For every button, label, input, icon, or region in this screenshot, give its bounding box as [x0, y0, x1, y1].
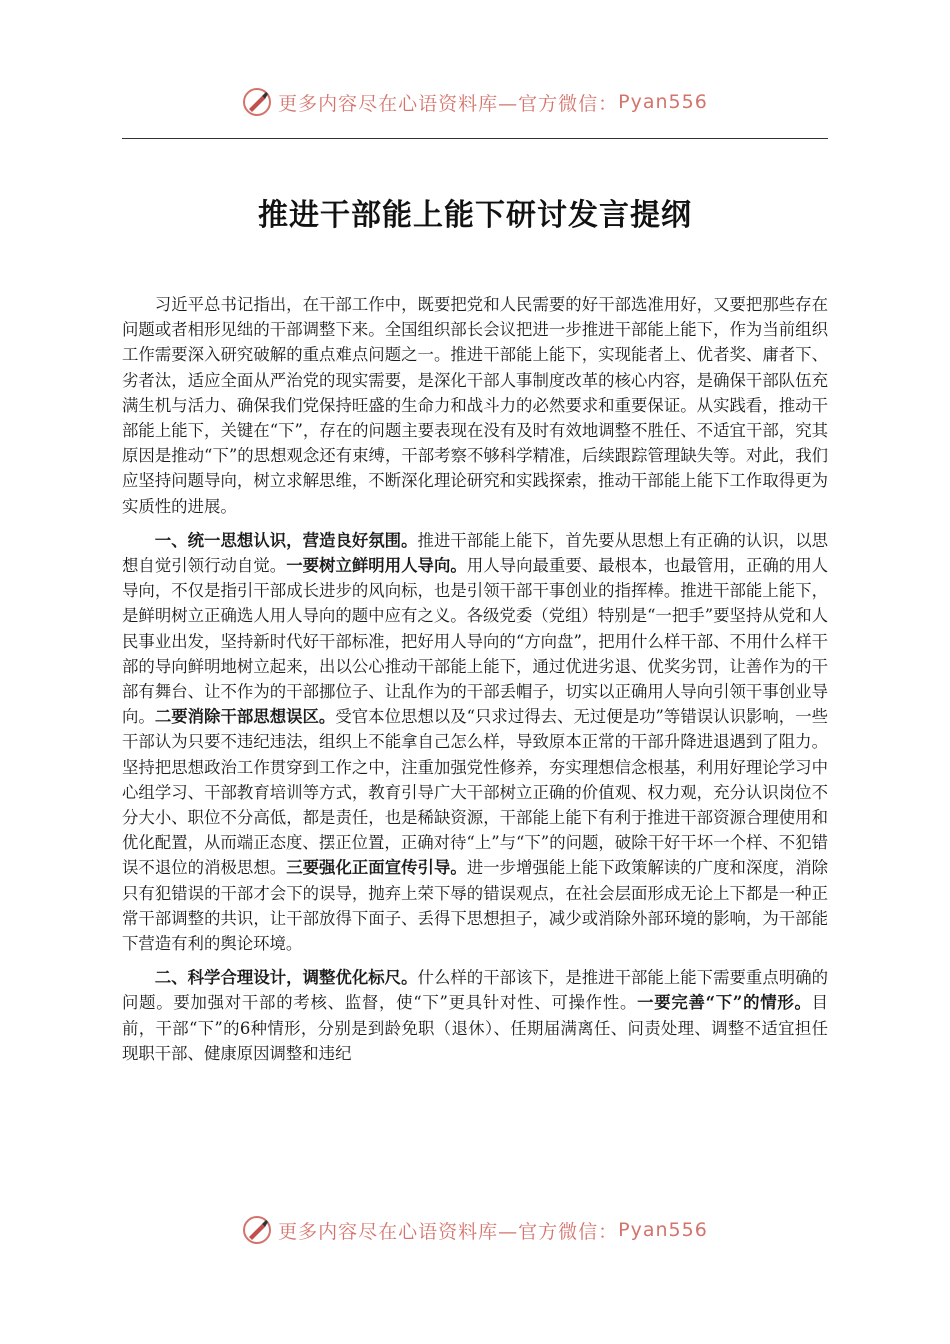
section1-text-d: 进一步增强能上能下政策解读的广度和深度，消除只有犯错误的干部才会下的误导，抛弃上荣下辱的错误观点，在社会层面形成无论上下都是一种正常干部调整的共识，让干部放得下面子、丢得下思想担子，减少或消除外部环境的影响，为干部能下营造有利的舆论环境。	[122, 858, 828, 954]
section1-text-c: 受官本位思想以及“只求过得去、无过便是功”等错误认识影响，一些干部认为只要不违纪违法，组织上不能拿自己怎么样，导致原本正常的干部升降进退遇到了阻力。坚持把思想政治工作贯穿到工作之中，注重加强党性修养，夯实理想信念根基，利用好理论学习中心组学习、干部教育培训等方式，教育引导广大干部树立正确的价值观、权力观，充分认识岗位不分大小、职位不分高低，都是责任，也是稀缺资源，干部能上能下有利于推进干部资源合理使用和优化配置，从而端正态度、摆正位置，正确对待“上”与“下”的问题，破除干好干坏一个样、不犯错误不退位的消极思想。	[122, 707, 828, 878]
document-body	[122, 292, 828, 1172]
footer-wechat-id: Pyan556	[618, 1219, 708, 1241]
section2-text-b: 目前，干部“下”的6种情形，分别是到龄免职（退休）、任期届满离任、问责处理、调整不适宜担任现职干部、健康原因调整和违纪	[122, 993, 828, 1063]
document-title: 推进干部能上能下研讨发言提纲	[258, 198, 692, 233]
intro-paragraph: 习近平总书记指出，在干部工作中，既要把党和人民需要的好干部选准用好，又要把那些存在问题或者相形见绌的干部调整下来。全国组织部长会议把进一步推进干部能上能下，作为当前组织工作需要深入研究破解的重点难点问题之一。推进干部能上能下，实现能者上、优者奖、庸者下、劣者汰，适应全面从严治党的现实需要，是深化干部人事制度改革的核心内容，是确保干部队伍充满生机与活力、确保我们党保持旺盛的生命力和战斗力的必然要求和重要保证。从实践看，推动干部能上能下，关键在“下”，存在的问题主要表现在没有及时有效地调整不胜任、不适宜干部，究其原因是推动“下”的思想观念还有束缚，干部考察不够科学精准，后续跟踪管理缺失等。对此，我们应坚持问题导向，树立求解思维，不断深化理论研究和实践探索，推动干部能上能下工作取得更为实质性的进展。	[122, 295, 828, 516]
section1-point3: 三要强化正面宣传引导。	[286, 858, 467, 878]
footer-banner-text: 更多内容尽在心语资料库—官方微信：	[278, 1220, 619, 1243]
section2-text-a: 什么样的干部该下，是推进干部能上能下需要重点明确的问题。要加强对干部的考核、监督，使“下”更具针对性、可操作性。	[122, 968, 828, 1013]
footer-banner	[0, 1208, 950, 1252]
section2-point1: 一要完善“下”的情形。	[637, 993, 812, 1013]
section1-text-a: 推进干部能上能下，首先要从思想上有正确的认识，以思想自觉引领行动自觉。	[122, 530, 828, 576]
header-wechat-id: Pyan556	[618, 91, 708, 113]
pen-logo-icon	[242, 1215, 272, 1245]
header-divider	[122, 138, 828, 139]
header-banner-text: 更多内容尽在心语资料库—官方微信：	[278, 92, 619, 115]
section1-heading: 一、统一思想认识，营造良好氛围。	[154, 530, 418, 550]
section1-point1: 一要树立鲜明用人导向。	[286, 556, 467, 576]
header-banner	[0, 80, 950, 124]
section1-paragraph	[122, 528, 828, 956]
section2-heading: 二、科学合理设计，调整优化标尺。	[154, 968, 418, 988]
section1-point2: 二要消除干部思想误区。	[154, 707, 336, 727]
pen-logo-icon	[242, 87, 272, 117]
section2-paragraph	[122, 965, 828, 1066]
section1-text-b: 用人导向最重要、最根本，也最管用，正确的用人导向，不仅是指引干部成长进步的风向标，也是引领干部干事创业的指挥棒。推进干部能上能下，是鲜明树立正确选人用人导向的题中应有之义。各级党委（党组）特别是“一把手”要坚持从党和人民事业出发，坚持新时代好干部标准，把好用人导向的“方向盘”，把用什么样干部、不用什么样干部的导向鲜明地树立起来，出以公心推动干部能上能下，通过优进劣退、优奖劣罚，让善作为的干部有舞台、让不作为的干部挪位子、让乱作为的干部丢帽子，切实以正确用人导向引领干事创业导向。	[122, 556, 828, 727]
